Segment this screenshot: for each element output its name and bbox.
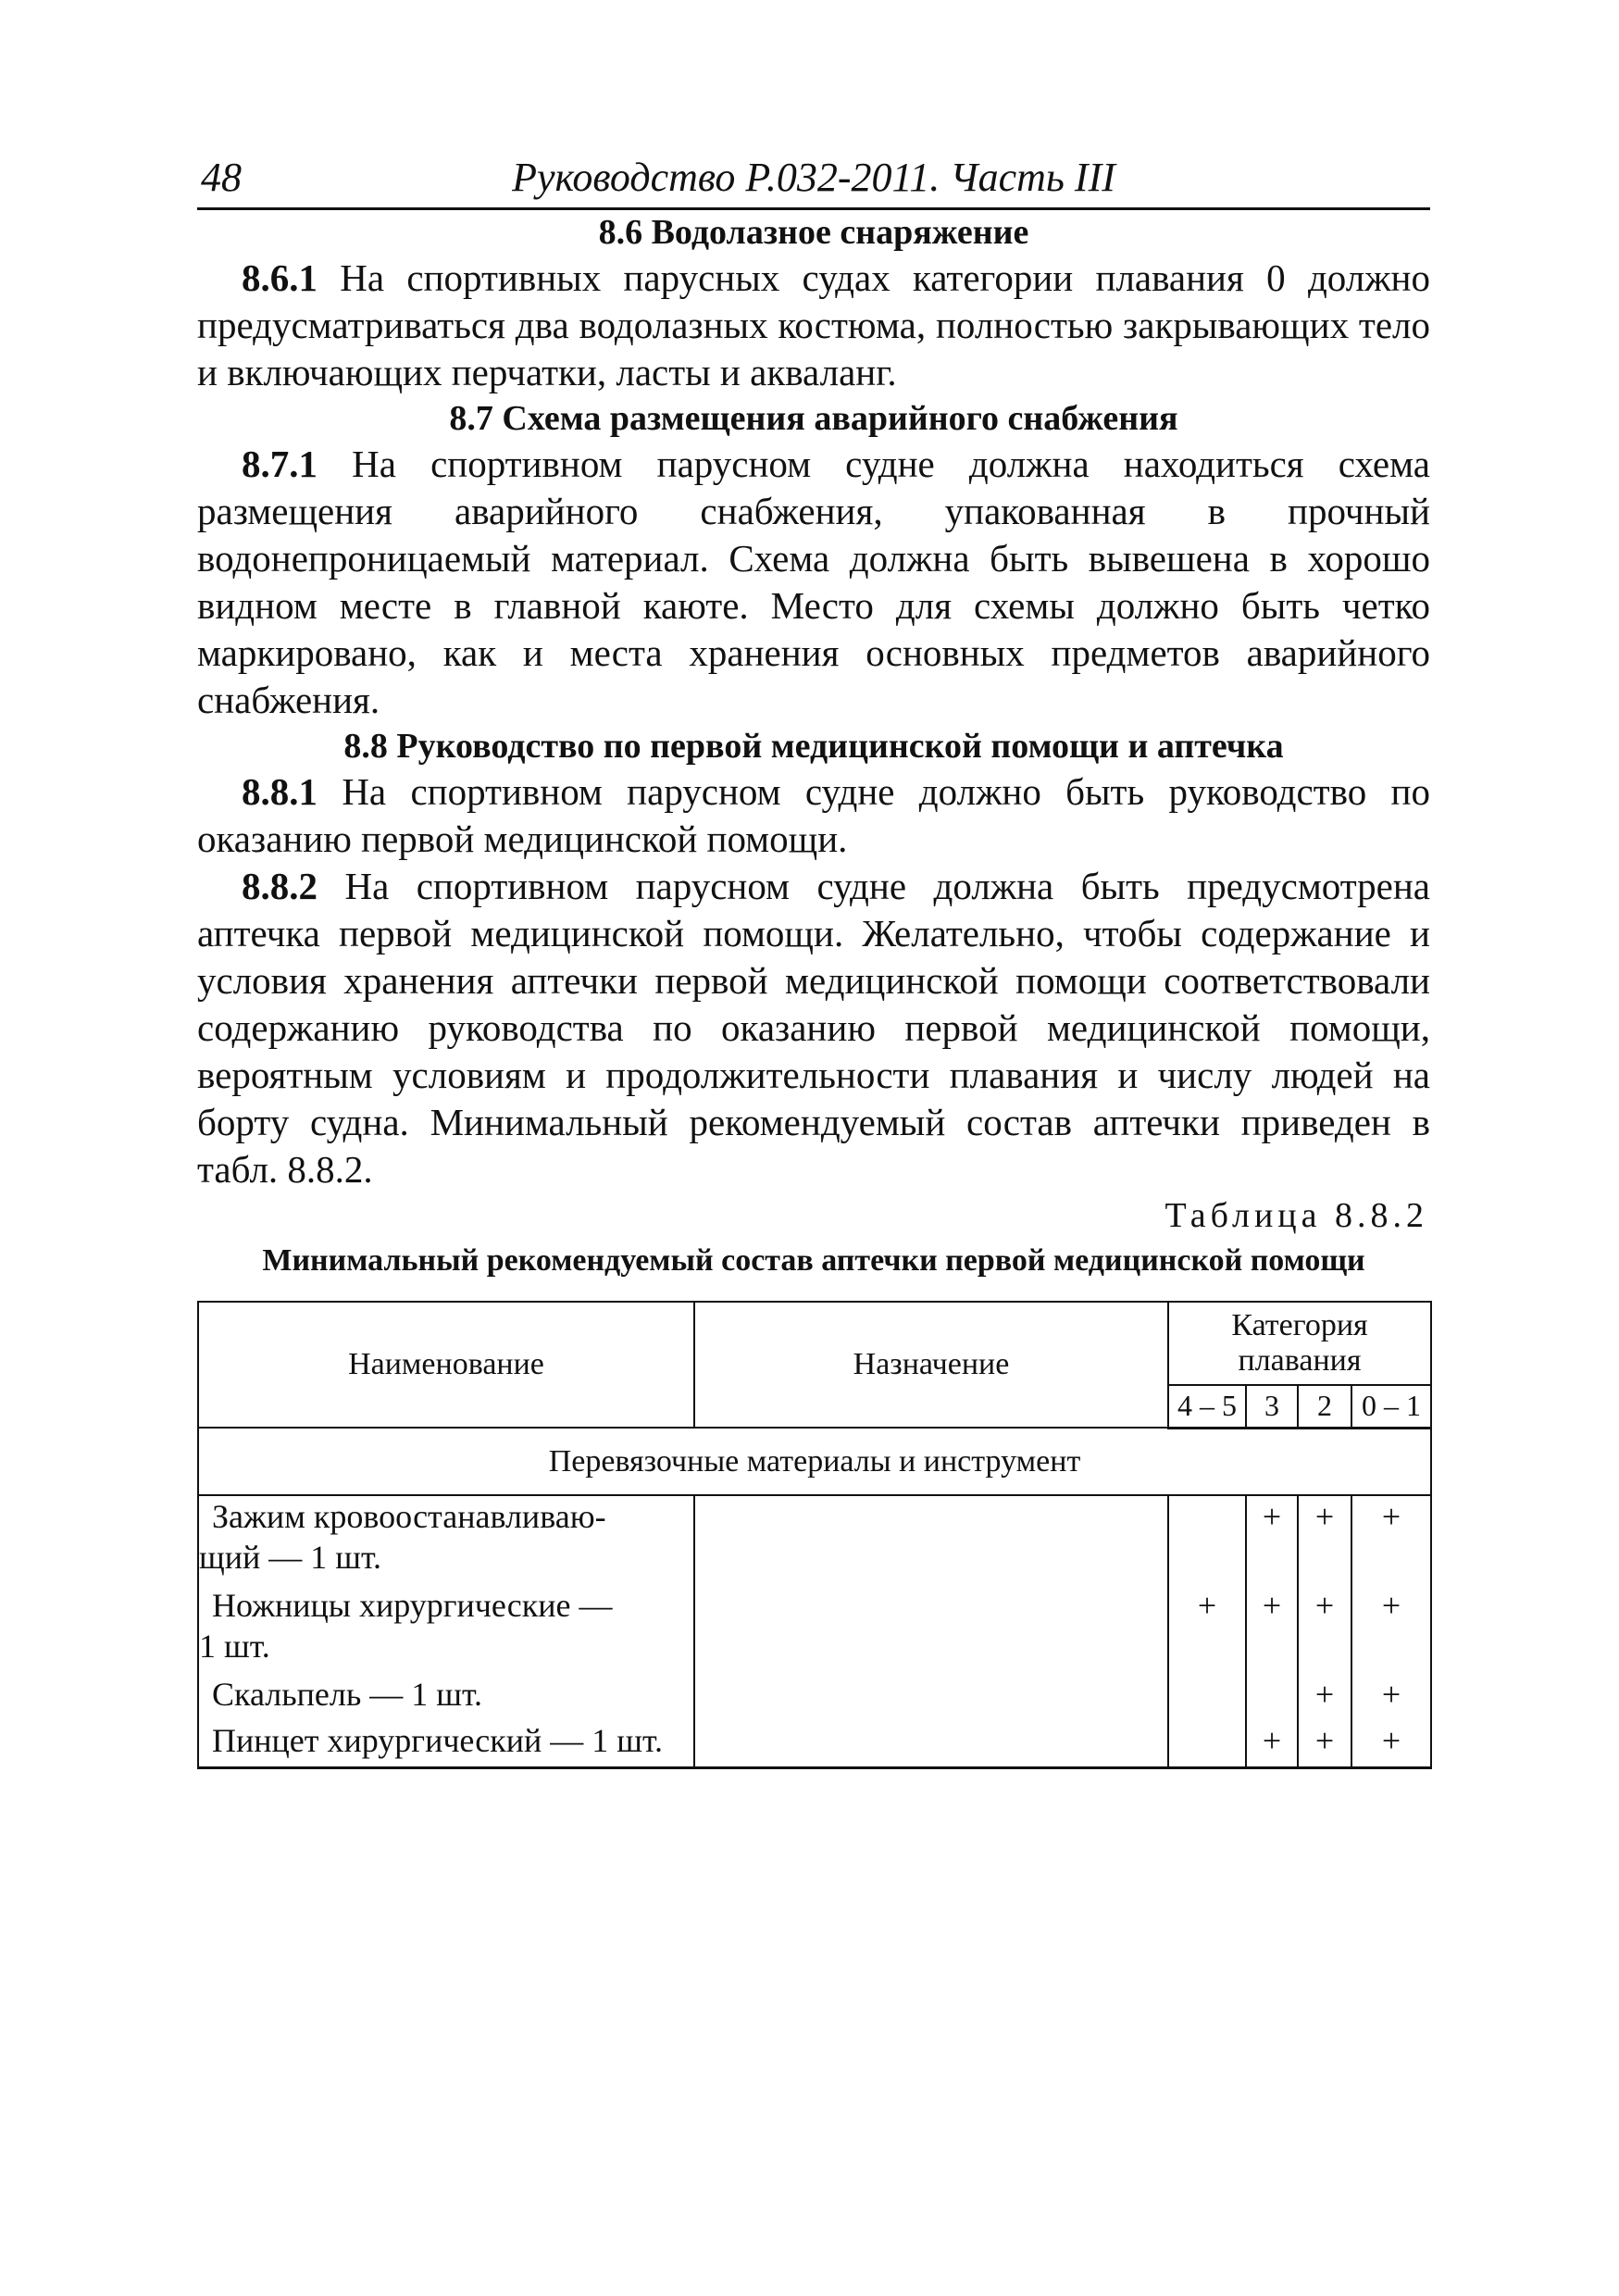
- table-label: Таблица 8.8.2: [1164, 1196, 1428, 1235]
- item-name-line: Скальпель — 1 шт.: [212, 1675, 483, 1713]
- clause-number: 8.7.1: [242, 443, 318, 485]
- column-header-name: Наименование: [198, 1302, 694, 1428]
- section-8-7-title: 8.7 Схема размещения аварийного снабжения: [449, 399, 1178, 438]
- running-title: Руководство Р.032-2011. Часть III: [512, 155, 1115, 200]
- section-8-8-title: 8.8 Руководство по первой медицинской помощи и аптечка: [343, 727, 1284, 766]
- subcolumn-header: 4 – 5: [1168, 1385, 1246, 1428]
- first-aid-kit-table: [197, 1301, 1432, 1769]
- item-purpose: [694, 1585, 1168, 1674]
- item-name: [198, 1720, 694, 1768]
- document-page: [197, 148, 1430, 1769]
- mark-cell: +: [1298, 1674, 1351, 1720]
- paragraph-8-6-1: [197, 255, 1430, 396]
- item-name-line: щий — 1 шт.: [199, 1538, 381, 1576]
- mark-cell: +: [1246, 1720, 1298, 1768]
- mark-cell: +: [1351, 1720, 1431, 1768]
- table-row: [198, 1495, 1431, 1585]
- item-purpose: [694, 1495, 1168, 1585]
- clause-text: На спортивном парусном судне должна быть предусмотрена аптечка первой медицинской помощи. Желательно, чтобы содержание и условия хранения аптечки первой медицинской помощи соответствовали содержанию руководства по оказанию первой медицинской помощи, вероятным условиям и продолжительности плавания и числу людей на борту судна. Минимальный рекомендуемый состав аптечки приведен в табл. 8.8.2.: [197, 865, 1430, 1191]
- mark-cell: [1168, 1674, 1246, 1720]
- mark-cell: +: [1168, 1585, 1246, 1674]
- item-purpose: [694, 1674, 1168, 1720]
- paragraph-8-8-2: [197, 863, 1430, 1193]
- mark-cell: +: [1351, 1585, 1431, 1674]
- clause-number: 8.6.1: [242, 256, 318, 299]
- mark-cell: [1168, 1495, 1246, 1585]
- clause-number: 8.8.1: [242, 770, 318, 813]
- subcolumn-header: 3: [1246, 1385, 1298, 1428]
- item-name: [198, 1495, 694, 1585]
- item-name-line: 1 шт.: [199, 1627, 270, 1665]
- clause-text: На спортивных парусных судах категории плавания 0 должно предусматриваться два водолазных костюма, полностью закрывающих тело и включающих перчатки, ласты и акваланг.: [197, 256, 1430, 393]
- table-group-heading: Перевязочные материалы и инструмент: [198, 1428, 1431, 1495]
- item-purpose: [694, 1720, 1168, 1768]
- item-name-line: Пинцет хирургический — 1 шт.: [212, 1721, 664, 1759]
- category-line-1: Категория: [1231, 1308, 1368, 1343]
- column-header-purpose: Назначение: [694, 1302, 1168, 1428]
- item-name: [198, 1585, 694, 1674]
- running-header: [197, 148, 1430, 210]
- item-name-line: Ножницы хирургические —: [212, 1586, 613, 1624]
- section-8-6-title: 8.6 Водолазное снаряжение: [598, 213, 1029, 252]
- mark-cell: [1246, 1674, 1298, 1720]
- item-name: [198, 1674, 694, 1720]
- mark-cell: +: [1351, 1674, 1431, 1720]
- clause-text: На спортивном парусном судне должно быть руководство по оказанию первой медицинской помощи.: [197, 770, 1430, 860]
- paragraph-8-8-1: [197, 768, 1430, 863]
- mark-cell: +: [1298, 1585, 1351, 1674]
- column-header-category: [1168, 1302, 1431, 1385]
- clause-number: 8.8.2: [242, 865, 318, 907]
- mark-cell: +: [1351, 1495, 1431, 1585]
- mark-cell: +: [1298, 1720, 1351, 1768]
- mark-cell: +: [1246, 1585, 1298, 1674]
- mark-cell: [1168, 1720, 1246, 1768]
- table-row: [198, 1720, 1431, 1768]
- table-title: Минимальный рекомендуемый состав аптечки первой медицинской помощи: [262, 1243, 1365, 1278]
- clause-text: На спортивном парусном судне должна находиться схема размещения аварийного снабжения, упакованная в прочный водонепроницаемый материал. Схема должна быть вывешена в хорошо видном месте в главной каюте. Место для схемы должно быть четко маркировано, как и места хранения основных предметов аварийного снабжения.: [197, 443, 1430, 721]
- table-row: [198, 1674, 1431, 1720]
- subcolumn-header: 2: [1298, 1385, 1351, 1428]
- mark-cell: +: [1298, 1495, 1351, 1585]
- mark-cell: +: [1246, 1495, 1298, 1585]
- table-row: [198, 1585, 1431, 1674]
- category-line-2: плавания: [1238, 1343, 1362, 1379]
- page-number: 48: [201, 155, 242, 200]
- subcolumn-header: 0 – 1: [1351, 1385, 1431, 1428]
- item-name-line: Зажим кровоостанавливаю-: [212, 1497, 606, 1535]
- paragraph-8-7-1: [197, 441, 1430, 724]
